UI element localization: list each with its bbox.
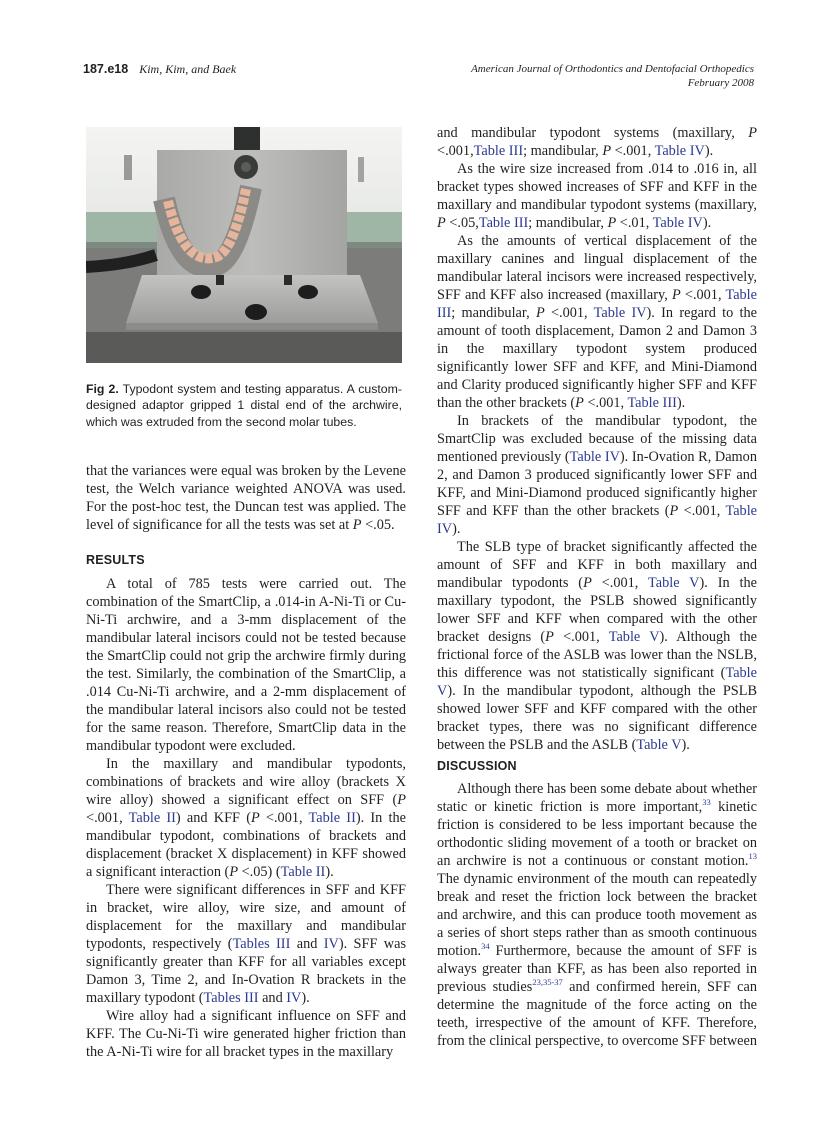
results-body <box>86 575 406 1061</box>
issue-date: February 2008 <box>687 77 754 89</box>
table-reference-link[interactable]: Table III <box>437 287 757 321</box>
results-paragraph-1: A total of 785 tests were carried out. The combination of the SmartClip, a .014-in A-Ni-Ti or Cu-Ni-Ti archwire, and a 3-mm displacement of the mandibular lateral incisors could not be tested because the SmartClip could not grip the archwire firmly during the test. Similarly, the combination of the SmartClip, a .014 Cu-Ni-Ti archwire, and a 2-mm displacement of the mandibular lateral incisors also could not be tested for the same reason. Therefore, SmartClip data in the mandibular typodont were excluded. <box>86 576 406 754</box>
italic-symbol: P <box>229 864 239 880</box>
italic-symbol: P <box>671 287 681 303</box>
author-names: Kim, Kim, and Baek <box>139 62 237 76</box>
table-reference-link[interactable]: Table II <box>128 810 176 826</box>
results-section <box>86 551 406 569</box>
italic-symbol: P <box>535 305 545 321</box>
typodont-apparatus-image <box>86 127 402 363</box>
results-paragraph-4: Wire alloy had a significant influence on SFF and KFF. The Cu-Ni-Ti wire generated higher friction than the A-Ni-Ti wire for all bracket types in the maxillary <box>86 1008 406 1060</box>
table-reference-link[interactable]: Table V <box>608 629 660 645</box>
citation-reference[interactable]: 23,35-37 <box>532 977 563 988</box>
table-reference-link[interactable]: Table III <box>627 395 677 411</box>
results-paragraph-6: As the wire size increased from .014 to .016 in, all bracket types showed increases of SFF and KFF in the maxillary and mandibular typodont systems (maxillary, P <.05,Table III; mandibular, P <.01, Table IV). <box>437 161 757 231</box>
discussion-body <box>437 780 757 1050</box>
table-reference-link[interactable]: IV <box>323 936 339 952</box>
table-reference-link[interactable]: Table V <box>437 665 757 699</box>
journal-title: American Journal of Orthodontics and Dentofacial Orthopedics <box>471 63 754 75</box>
results-paragraph-5: and mandibular typodont systems (maxillary, P <.001,Table III; mandibular, P <.001, Table IV). <box>437 125 757 159</box>
table-reference-link[interactable]: Table II <box>308 810 356 826</box>
results-paragraph-2: In the maxillary and mandibular typodonts, combinations of brackets and wire alloy (brackets X wire alloy) showed a significant effect on SFF (P <.001, Table II) and KFF (P <.001, Table II). In the mandibular typodont, combinations of brackets and displacement (bracket X displacement) in KFF showed a significant interaction (P <.05) (Table II). <box>86 756 406 880</box>
italic-symbol: P <box>748 125 757 141</box>
results-paragraph-8: In brackets of the mandibular typodont, the SmartClip was excluded because of the missing data mentioned previously (Table IV). In-Ovation R, Damon 2, and Damon 3 produced significantly lower SFF and KFF, and Mini-Diamond produced significantly higher SFF and KFF than the other brackets (P <.001, Table IV). <box>437 413 758 537</box>
table-reference-link[interactable]: Table II <box>280 864 326 880</box>
figure-caption <box>86 381 402 430</box>
table-reference-link[interactable]: IV <box>286 990 302 1006</box>
table-reference-link[interactable]: Table V <box>636 737 682 753</box>
table-reference-link[interactable]: Table IV <box>652 215 703 231</box>
table-reference-link[interactable]: Table IV <box>654 143 705 159</box>
figure-caption-text: Typodont system and testing apparatus. A custom-designed adaptor gripped 1 distal end of the archwire, which was extruded from the second molar tubes. <box>86 382 402 429</box>
methods-paragraph: that the variances were equal was broken by the Levene test, the Welch variance weighted ANOVA was used. For the post-hoc test, the Duncan test was applied. The level of significance for all the tests was set at P <.05. <box>86 463 406 533</box>
running-header-right <box>471 62 754 90</box>
right-column-results <box>437 124 757 754</box>
running-header-left <box>83 62 236 77</box>
citation-reference[interactable]: 13 <box>748 851 757 862</box>
table-reference-link[interactable]: Table III <box>473 143 524 159</box>
table-reference-link[interactable]: Table V <box>648 575 700 591</box>
page-number: 187.e18 <box>83 62 129 76</box>
italic-symbol: P <box>437 215 446 231</box>
results-paragraph-7: As the amounts of vertical displacement of the maxillary canines and lingual displacement of the mandibular lateral incisors were increased respectively, SFF and KFF also increased (maxillary, P <.001, Table III; mandibular, P <.001, Table IV). In regard to the amount of tooth displacement, Damon 2 and Damon 3 in the maxillary typodont system produced significantly lower SFF and KFF, and Mini-Diamond and Clarity produced significantly higher SFF and KFF than the other brackets (P <.001, Table III). <box>437 233 757 411</box>
discussion-section <box>437 757 757 775</box>
italic-symbol: P <box>545 629 554 645</box>
methods-tail-block <box>86 462 406 534</box>
table-reference-link[interactable]: Table IV <box>569 449 620 465</box>
citation-reference[interactable]: 33 <box>702 797 711 808</box>
results-paragraph-3: There were significant differences in SFF and KFF in bracket, wire alloy, wire size, and amount of displacement for the maxillary and mandibular typodonts, respectively (Tables III and IV). SFF was significantly greater than KFF for all variables except Damon 3, Time 2, and In-Ovation R brackets in the maxillary typodont (Tables III and IV). <box>86 882 407 1006</box>
results-heading: RESULTS <box>86 553 145 567</box>
discussion-heading: DISCUSSION <box>437 759 517 773</box>
italic-symbol: P <box>575 395 584 411</box>
figure-label: Fig 2. <box>86 382 119 396</box>
italic-symbol: P <box>352 517 362 533</box>
results-paragraph-9: The SLB type of bracket significantly affected the amount of SFF and KFF in both maxillary and mandibular typodonts (P <.001, Table V). In the maxillary typodont, the PSLB showed significantly lower SFF and KFF when compared with the other bracket designs (P <.001, Table V). Although the frictional force of the ASLB was lower than the NSLB, this difference was not statistically significant (Table V). In the mandibular typodont, although the PSLB showed lower SFF and KFF compared with the other bracket types, there was no significant difference between the PSLB and the ASLB (Table V). <box>437 539 758 753</box>
italic-symbol: P <box>583 575 592 591</box>
citation-reference[interactable]: 34 <box>481 941 490 952</box>
discussion-paragraph-1: Although there has been some debate about whether static or kinetic friction is more important,$^{33}$ kinetic friction is considered to be less important because the orthodontic sliding movement of a tooth or bracket on an archwire is not a continuous or constant motion.$^{13}$ The dynamic environment of the mouth can repeatedly break and reset the friction lock between the bracket and archwire, and this can produce tooth movement as a series of short steps rather than as smooth continuous motion.$^{34}$ Furthermore, because the amount of SFF is always greater than KFF, as has been also reported in previous studies$^{23,35-37}$ and confirmed herein, SFF can determine the magnitude of the force acting on the teeth, irrespective of the amount of KFF. Therefore, from the clinical perspective, to overcome SFF between <box>437 781 757 1049</box>
table-reference-link[interactable]: Table IV <box>437 503 758 537</box>
italic-symbol: P <box>397 792 406 808</box>
table-reference-link[interactable]: Table III <box>478 215 529 231</box>
italic-symbol: P <box>607 215 617 231</box>
table-reference-link[interactable]: Tables III <box>203 990 259 1006</box>
italic-symbol: P <box>669 503 679 519</box>
italic-symbol: P <box>250 810 260 826</box>
figure-2-photo <box>86 127 402 363</box>
table-reference-link[interactable]: Table IV <box>593 305 647 321</box>
italic-symbol: P <box>602 143 612 159</box>
table-reference-link[interactable]: Tables III <box>232 936 291 952</box>
